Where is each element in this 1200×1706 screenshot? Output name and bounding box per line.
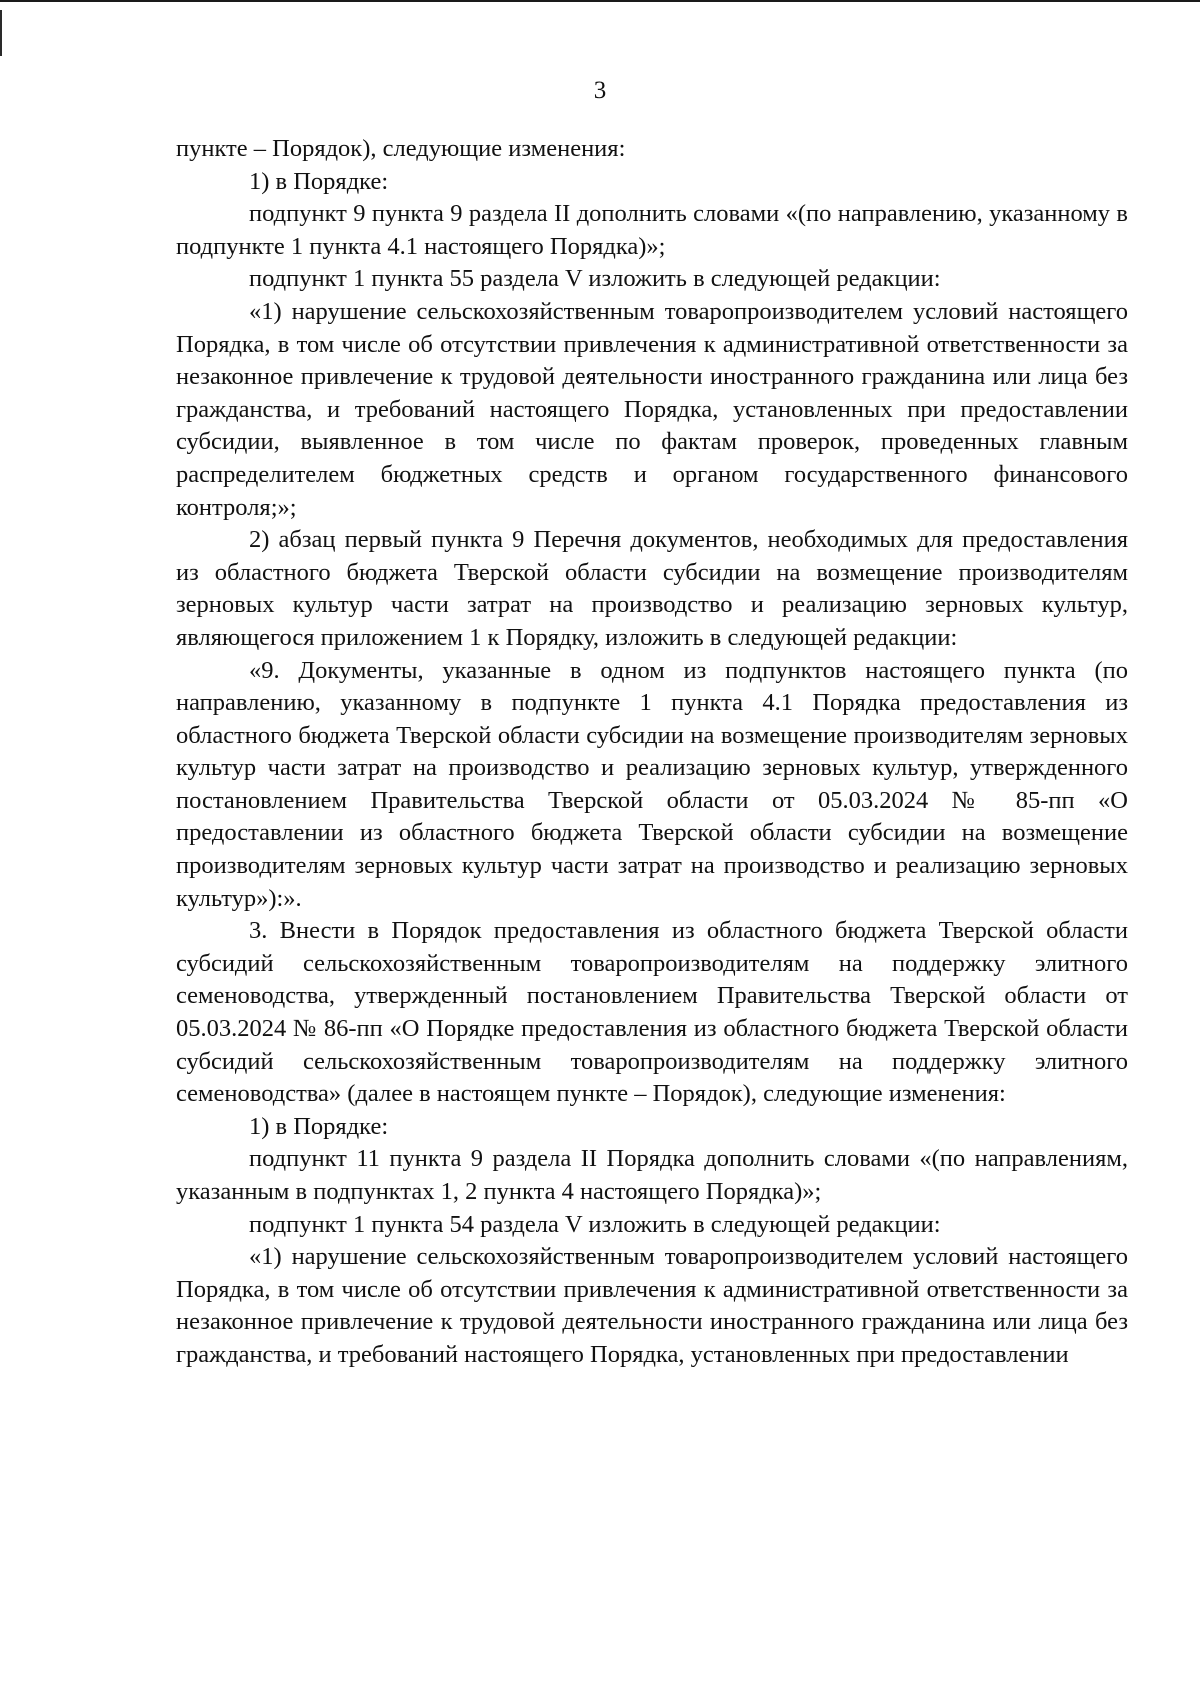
paragraph-subpoint-9-addition: подпункт 9 пункта 9 раздела II дополнить словами «(по направлению, указанному в подпункте 1 пункта 4.1 настоящего Порядка)»; <box>176 200 1128 260</box>
paragraph-item-2-documents-list: 2) абзац первый пункта 9 Перечня документов, необходимых для предоставления из областного бюджета Тверской области субсидии на возмещение производителям зерновых культур части затрат на производство и реализацию зерновых культур, являющегося приложением 1 к Порядку, изложить в следующей редакции: <box>176 526 1128 651</box>
paragraph-point-3-amendments: 3. Внести в Порядок предоставления из областного бюджета Тверской области субсидий сельскохозяйственным товаропроизводителям на поддержку элитного семеноводства, утвержденный постановлением Правительства Тверской области от 05.03.2024 № 86-пп «О Порядке предоставления из областного бюджета Тверской области субсидий сельскохозяйственным товаропроизводителям на поддержку элитного семеноводства» (далее в настоящем пункте – Порядок), следующие изменения: <box>176 917 1128 1108</box>
paragraph-item-1-second: 1) в Порядке: <box>249 1112 389 1140</box>
paragraph-subpoint-1-point-54: подпункт 1 пункта 54 раздела V изложить в следующей редакции: <box>249 1210 941 1238</box>
paragraph-subpoint-11-addition: подпункт 11 пункта 9 раздела II Порядка дополнить словами «(по направлениям, указанным в подпунктах 1, 2 пункта 4 настоящего Порядка)»; <box>176 1145 1128 1205</box>
document-body <box>176 133 1128 1372</box>
paragraph-violation-clause: «1) нарушение сельскохозяйственным товаропроизводителем условий настоящего Порядка, в том числе об отсутствии привлечения к административной ответственности за незаконное привлечение к трудовой деятельности иностранного гражданина или лица без гражданства, и требований настоящего Порядка, установленных при предоставлении субсидии, выявленное в том числе по фактам проверок, проведенных главным распределителем бюджетных средств и органом государственного финансового контроля;»; <box>176 297 1128 521</box>
paragraph-violation-clause-second: «1) нарушение сельскохозяйственным товаропроизводителем условий настоящего Порядка, в том числе об отсутствии привлечения к административной ответственности за незаконное привлечение к трудовой деятельности иностранного гражданина или лица без гражданства, и требований настоящего Порядка, установленных при предоставлении <box>176 1243 1128 1368</box>
paragraph-item-1: 1) в Порядке: <box>249 167 389 195</box>
paragraph-subpoint-1-point-55: подпункт 1 пункта 55 раздела V изложить в следующей редакции: <box>249 265 941 293</box>
paragraph-point-9-documents: «9. Документы, указанные в одном из подпунктов настоящего пункта (по направлению, указанному в подпункте 1 пункта 4.1 Порядка предоставления из областного бюджета Тверской области субсидии на возмещение производителям зерновых культур части затрат на производство и реализацию зерновых культур, утвержденного постановлением Правительства Тверской области от 05.03.2024 № 85-пп «О предоставлении из областного бюджета Тверской области субсидии на возмещение производителям зерновых культур части затрат на производство и реализацию зерновых культур»):». <box>176 656 1128 912</box>
scan-top-edge <box>0 0 1200 2</box>
scan-left-edge-mark <box>0 10 2 56</box>
paragraph-continuation: пункте – Порядок), следующие изменения: <box>176 135 626 162</box>
page-number: 3 <box>593 77 607 104</box>
